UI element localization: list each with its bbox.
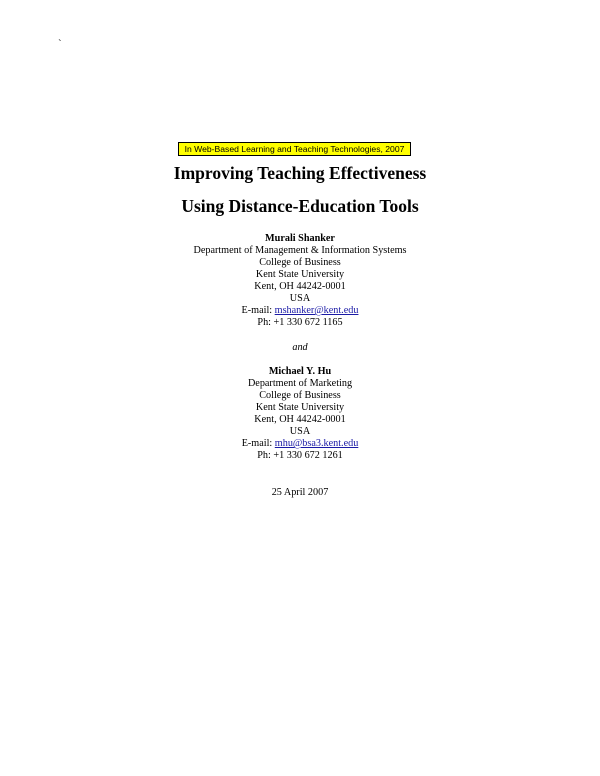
author1-department: Department of Management & Information Systems: [193, 245, 407, 256]
author2-city: Kent, OH 44242-0001: [254, 414, 346, 425]
author2-college: College of Business: [259, 390, 341, 401]
author1-email-line: [0, 305, 600, 317]
author1-university: Kent State University: [255, 269, 345, 280]
author1-email-link[interactable]: mshanker@kent.edu: [274, 305, 359, 316]
document-date: 25 April 2007: [271, 487, 329, 498]
author2-university: Kent State University: [255, 402, 345, 413]
author1-phone: Ph: +1 330 672 1165: [257, 317, 343, 328]
corner-mark: `: [58, 38, 62, 50]
author2-department: Department of Marketing: [247, 378, 353, 389]
conjunction-and: and: [292, 342, 308, 353]
author2-email-label: E-mail:: [241, 438, 275, 449]
author2-country: USA: [289, 426, 311, 437]
author2-email-line: [0, 438, 600, 450]
author1-country: USA: [289, 293, 311, 304]
author1-college: College of Business: [259, 257, 341, 268]
author2-phone: Ph: +1 330 672 1261: [257, 450, 343, 461]
title-line-1: Improving Teaching Effectiveness: [173, 163, 427, 183]
venue-banner: In Web-Based Learning and Teaching Technologies, 2007: [178, 142, 411, 156]
author1-name: Murali Shanker: [265, 233, 335, 244]
title-line-2: Using Distance-Education Tools: [181, 196, 419, 216]
author1-city: Kent, OH 44242-0001: [254, 281, 346, 292]
author1-email-label: E-mail:: [241, 305, 275, 316]
author2-email-link[interactable]: mhu@bsa3.kent.edu: [274, 438, 359, 449]
author2-name: Michael Y. Hu: [268, 366, 332, 377]
